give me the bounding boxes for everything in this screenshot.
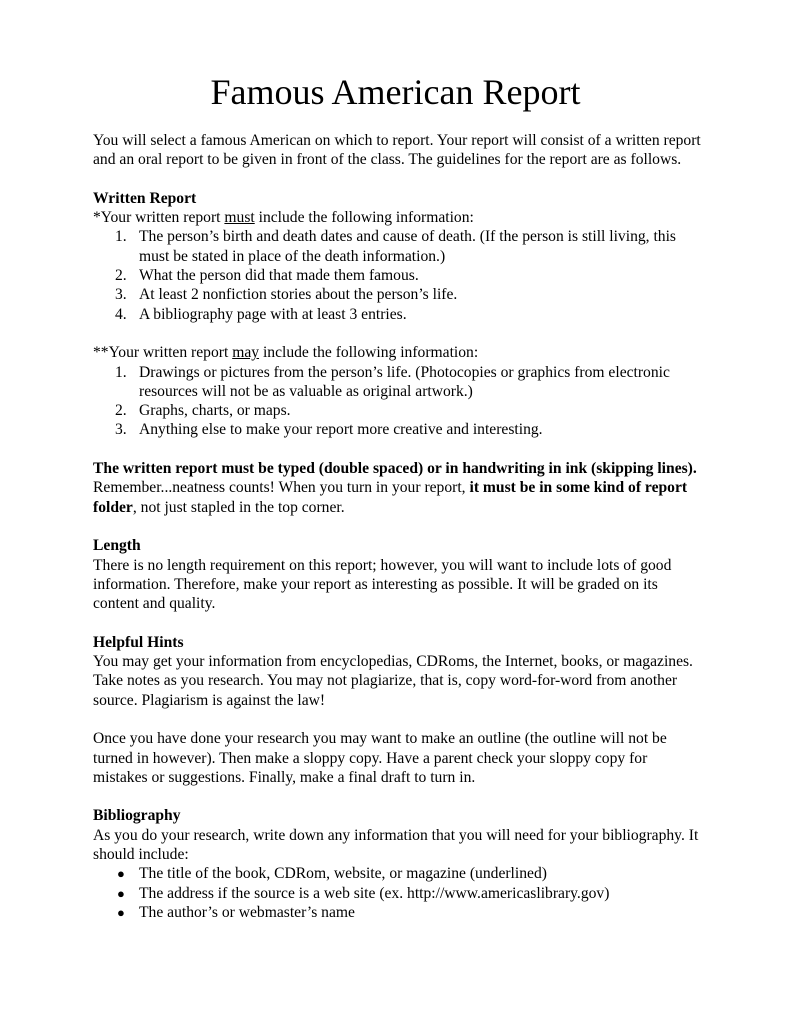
written-report-heading: Written Report <box>93 189 197 207</box>
bullet-icon: ● <box>117 885 125 901</box>
hints-paragraph-2: Once you have done your research you may want to make an outline (the outline will not be turned in however). Then make a sloppy copy. Have a parent check your sloppy copy for mistakes or suggestions. Finally, make a final draft to turn in. <box>93 730 667 786</box>
length-paragraph: There is no length requirement on this report; however, you will want to include lots of good information. Therefore, make your report as interesting as possible. It will be graded on its content and quality. <box>93 556 672 613</box>
may-include-line: **Your written report may include the following information: <box>93 344 479 362</box>
helpful-hints-heading: Helpful Hints <box>93 633 184 651</box>
list-item: 2. Graphs, charts, or maps. <box>115 402 291 420</box>
bullet-icon: ● <box>117 904 125 920</box>
length-heading: Length <box>93 537 141 555</box>
list-item: 1. Drawings or pictures from the person’s life. (Photocopies or graphics from electronic resources will not be as valuable as original artwork.) <box>115 363 670 400</box>
bullet-icon: ● <box>117 866 125 882</box>
may-include-list <box>93 363 703 440</box>
bibliography-paragraph: As you do your research, write down any information that you will need for your bibliography. It should include: <box>93 826 699 863</box>
document-body <box>93 131 703 922</box>
list-item: ● The address if the source is a web site (ex. http://www.americaslibrary.gov) <box>117 884 610 902</box>
must-include-line: *Your written report must include the following information: <box>93 209 474 227</box>
list-item: 2. What the person did that made them famous. <box>115 267 419 285</box>
list-item: 4. A bibliography page with at least 3 entries. <box>115 305 407 323</box>
must-include-list <box>93 227 703 323</box>
intro-paragraph: You will select a famous American on which to report. Your report will consist of a written report and an oral report to be given in front of the class. The guidelines for the report are as follows. <box>93 132 701 169</box>
hints-paragraph-1: You may get your information from encyclopedias, CDRoms, the Internet, books, or magazines. Take notes as you research. You may not plagiarize, that is, copy word-for-word from another source. Plagiarism is against the law! <box>93 653 693 709</box>
list-item: 1. The person’s birth and death dates and cause of death. (If the person is still living, this must be stated in place of the death information.) <box>115 228 676 265</box>
list-item: ● The author’s or webmaster’s name <box>117 903 355 921</box>
page-title: Famous American Report <box>210 72 581 112</box>
bibliography-heading: Bibliography <box>93 807 181 825</box>
bibliography-list <box>93 864 703 922</box>
typed-requirement-paragraph: The written report must be typed (double spaced) or in handwriting in ink (skipping lines). Remember...neatness counts! When you turn in your report, it must be in some kind of report folder, not just stapled in the top corner. <box>93 460 697 516</box>
list-item: 3. Anything else to make your report more creative and interesting. <box>115 421 543 439</box>
list-item: 3. At least 2 nonfiction stories about the person’s life. <box>115 286 458 304</box>
list-item: ● The title of the book, CDRom, website, or magazine (underlined) <box>117 865 547 883</box>
